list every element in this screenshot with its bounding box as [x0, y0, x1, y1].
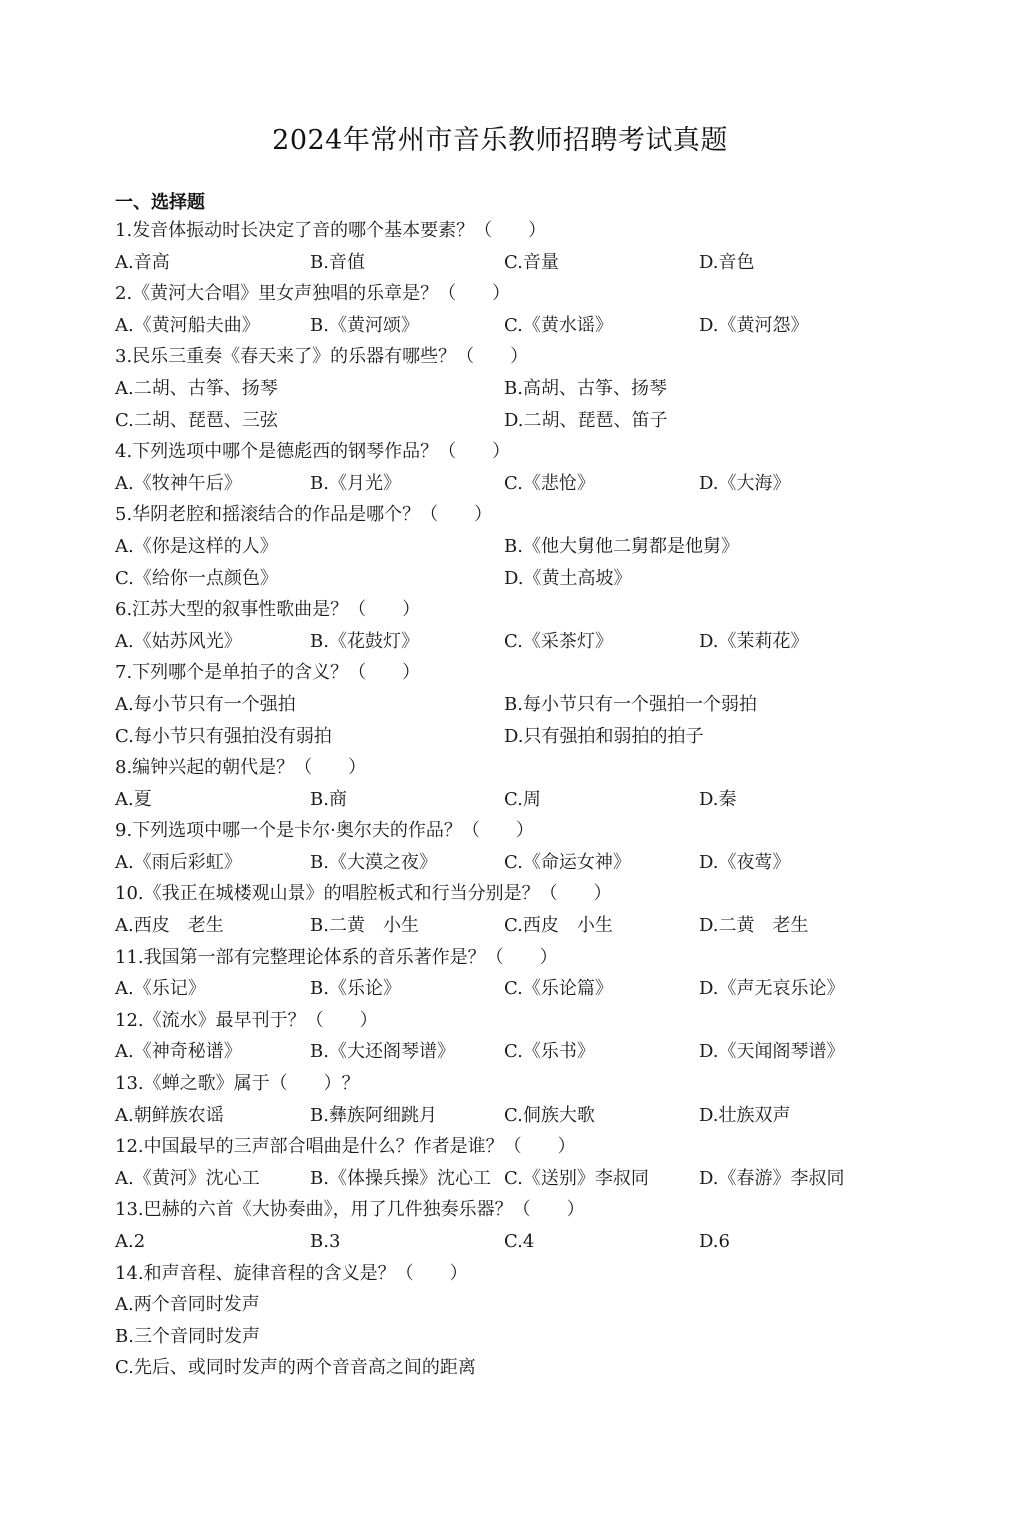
answer-option: C.《命运女神》	[504, 851, 631, 873]
options-row	[115, 847, 915, 879]
answer-option: B.《乐论》	[310, 978, 401, 1000]
answer-option: B.彝族阿细跳月	[310, 1104, 437, 1126]
answer-option: A.两个音同时发声	[115, 1294, 260, 1316]
options-row	[115, 405, 915, 437]
answer-option: B.高胡、古筝、扬琴	[504, 377, 667, 399]
question-stem: 4.下列选项中哪个是德彪西的钢琴作品？（ ）	[115, 441, 511, 463]
options-row	[115, 1036, 915, 1068]
answer-option: B.《黄河颂》	[310, 314, 419, 336]
answer-option: C.4	[504, 1231, 535, 1252]
answer-option: D.音色	[699, 251, 755, 273]
question-stem: 13.巴赫的六首《大协奏曲》，用了几件独奏乐器？（ ）	[115, 1199, 585, 1221]
options-row	[115, 1289, 915, 1321]
answer-option: B.每小节只有一个强拍一个弱拍	[504, 693, 757, 715]
options-row	[115, 973, 915, 1005]
answer-option: C.《乐论篇》	[504, 978, 613, 1000]
question-stem: 13.《蝉之歌》属于（ ）？	[115, 1073, 360, 1095]
answer-option: C.《给你一点颜色》	[115, 567, 278, 589]
answer-option: A.2	[115, 1231, 146, 1252]
options-row	[115, 373, 915, 405]
answer-option: D.二胡、琵琶、笛子	[504, 409, 668, 431]
question-stem: 12.《流水》最早刊于？（ ）	[115, 1009, 378, 1031]
options-row	[115, 310, 915, 342]
answer-option: B.《花鼓灯》	[310, 630, 419, 652]
answer-option: A.《你是这样的人》	[115, 535, 278, 557]
answer-option: C.先后、或同时发声的两个音音高之间的距离	[115, 1357, 476, 1379]
answer-option: C.《黄水谣》	[504, 314, 613, 336]
answer-option: A.每小节只有一个强拍	[115, 693, 296, 715]
options-row	[115, 784, 915, 816]
options-row	[115, 247, 915, 279]
answer-option: C.《采茶灯》	[504, 630, 613, 652]
options-row	[115, 721, 915, 753]
section-heading: 一、选择题	[115, 192, 205, 213]
answer-option: C.《乐书》	[504, 1041, 595, 1063]
answer-option: C.侗族大歌	[504, 1104, 595, 1126]
options-row	[115, 468, 915, 500]
answer-option: D.《天闻阁琴谱》	[699, 1041, 845, 1063]
answer-option: A.《姑苏风光》	[115, 630, 242, 652]
answer-option: D.二黄 老生	[699, 915, 809, 937]
answer-option: A.《黄河船夫曲》	[115, 314, 260, 336]
answer-option: C.西皮 小生	[504, 915, 613, 937]
answer-option: B.《大漠之夜》	[310, 851, 437, 873]
options-row	[115, 626, 915, 658]
answer-option: A.二胡、古筝、扬琴	[115, 377, 278, 399]
answer-option: C.每小节只有强拍没有弱拍	[115, 725, 332, 747]
answer-option: A.西皮 老生	[115, 915, 224, 937]
options-row	[115, 1100, 915, 1132]
answer-option: C.音量	[504, 251, 559, 273]
answer-option: D.秦	[699, 788, 737, 810]
question-stem: 5.华阴老腔和摇滚结合的作品是哪个？（ ）	[115, 504, 493, 526]
options-row	[115, 689, 915, 721]
answer-option: B.《体操兵操》沈心工	[310, 1167, 491, 1189]
question-stem: 1.发音体振动时长决定了音的哪个基本要素？（ ）	[115, 220, 547, 241]
answer-option: D.《茉莉花》	[699, 630, 809, 652]
question-stem: 2.《黄河大合唱》里女声独唱的乐章是？（ ）	[115, 283, 511, 305]
options-row	[115, 1352, 915, 1384]
answer-option: B.二黄 小生	[310, 915, 419, 937]
answer-option: A.《雨后彩虹》	[115, 851, 242, 873]
answer-option: B.《大还阁琴谱》	[310, 1041, 455, 1063]
options-row	[115, 1226, 915, 1258]
answer-option: B.《月光》	[310, 472, 401, 494]
answer-option: D.《声无哀乐论》	[699, 978, 845, 1000]
answer-option: B.3	[310, 1231, 341, 1252]
answer-option: C.《悲怆》	[504, 472, 595, 494]
answer-option: A.《黄河》沈心工	[115, 1167, 260, 1189]
answer-option: C.《送别》李叔同	[504, 1167, 649, 1189]
question-stem: 6.江苏大型的叙事性歌曲是？（ ）	[115, 599, 421, 621]
answer-option: B.三个音同时发声	[115, 1325, 260, 1347]
answer-option: D.《夜莺》	[699, 851, 791, 873]
answer-option: A.朝鲜族农谣	[115, 1104, 224, 1126]
question-stem: 14.和声音程、旋律音程的含义是？（ ）	[115, 1262, 468, 1284]
answer-option: B.《他大舅他二舅都是他舅》	[504, 535, 739, 557]
answer-option: C.二胡、琵琶、三弦	[115, 409, 278, 431]
options-row	[115, 531, 915, 563]
answer-option: D.壮族双声	[699, 1104, 791, 1126]
question-stem: 12.中国最早的三声部合唱曲是什么？作者是谁？（ ）	[115, 1136, 576, 1158]
answer-option: A.夏	[115, 788, 152, 810]
options-row	[115, 1163, 915, 1195]
answer-option: B.音值	[310, 251, 365, 273]
question-stem: 3.民乐三重奏《春天来了》的乐器有哪些？（ ）	[115, 346, 529, 368]
answer-option: D.《黄土高坡》	[504, 567, 632, 589]
answer-option: D.《大海》	[699, 472, 791, 494]
answer-option: A.音高	[115, 251, 170, 273]
page-title: 2024年常州市音乐教师招聘考试真题	[272, 125, 728, 156]
question-stem: 7.下列哪个是单拍子的含义？（ ）	[115, 662, 421, 684]
answer-option: D.《黄河怨》	[699, 314, 809, 336]
answer-option: D.《春游》李叔同	[699, 1167, 845, 1189]
answer-option: C.周	[504, 788, 541, 810]
question-stem: 11.我国第一部有完整理论体系的音乐著作是？（ ）	[115, 946, 558, 968]
question-stem: 8.编钟兴起的朝代是？（ ）	[115, 757, 367, 779]
options-row	[115, 563, 915, 595]
answer-option: D.6	[699, 1231, 730, 1252]
answer-option: A.《牧神午后》	[115, 472, 242, 494]
question-stem: 9.下列选项中哪一个是卡尔·奥尔夫的作品？（ ）	[115, 820, 534, 842]
answer-option: A.《神奇秘谱》	[115, 1041, 242, 1063]
answer-option: B.商	[310, 788, 347, 810]
question-stem: 10.《我正在城楼观山景》的唱腔板式和行当分别是？（ ）	[115, 883, 612, 905]
options-row	[115, 910, 915, 942]
answer-option: D.只有强拍和弱拍的拍子	[504, 725, 704, 747]
answer-option: A.《乐记》	[115, 978, 206, 1000]
question-list	[115, 215, 915, 1384]
options-row	[115, 1321, 915, 1353]
